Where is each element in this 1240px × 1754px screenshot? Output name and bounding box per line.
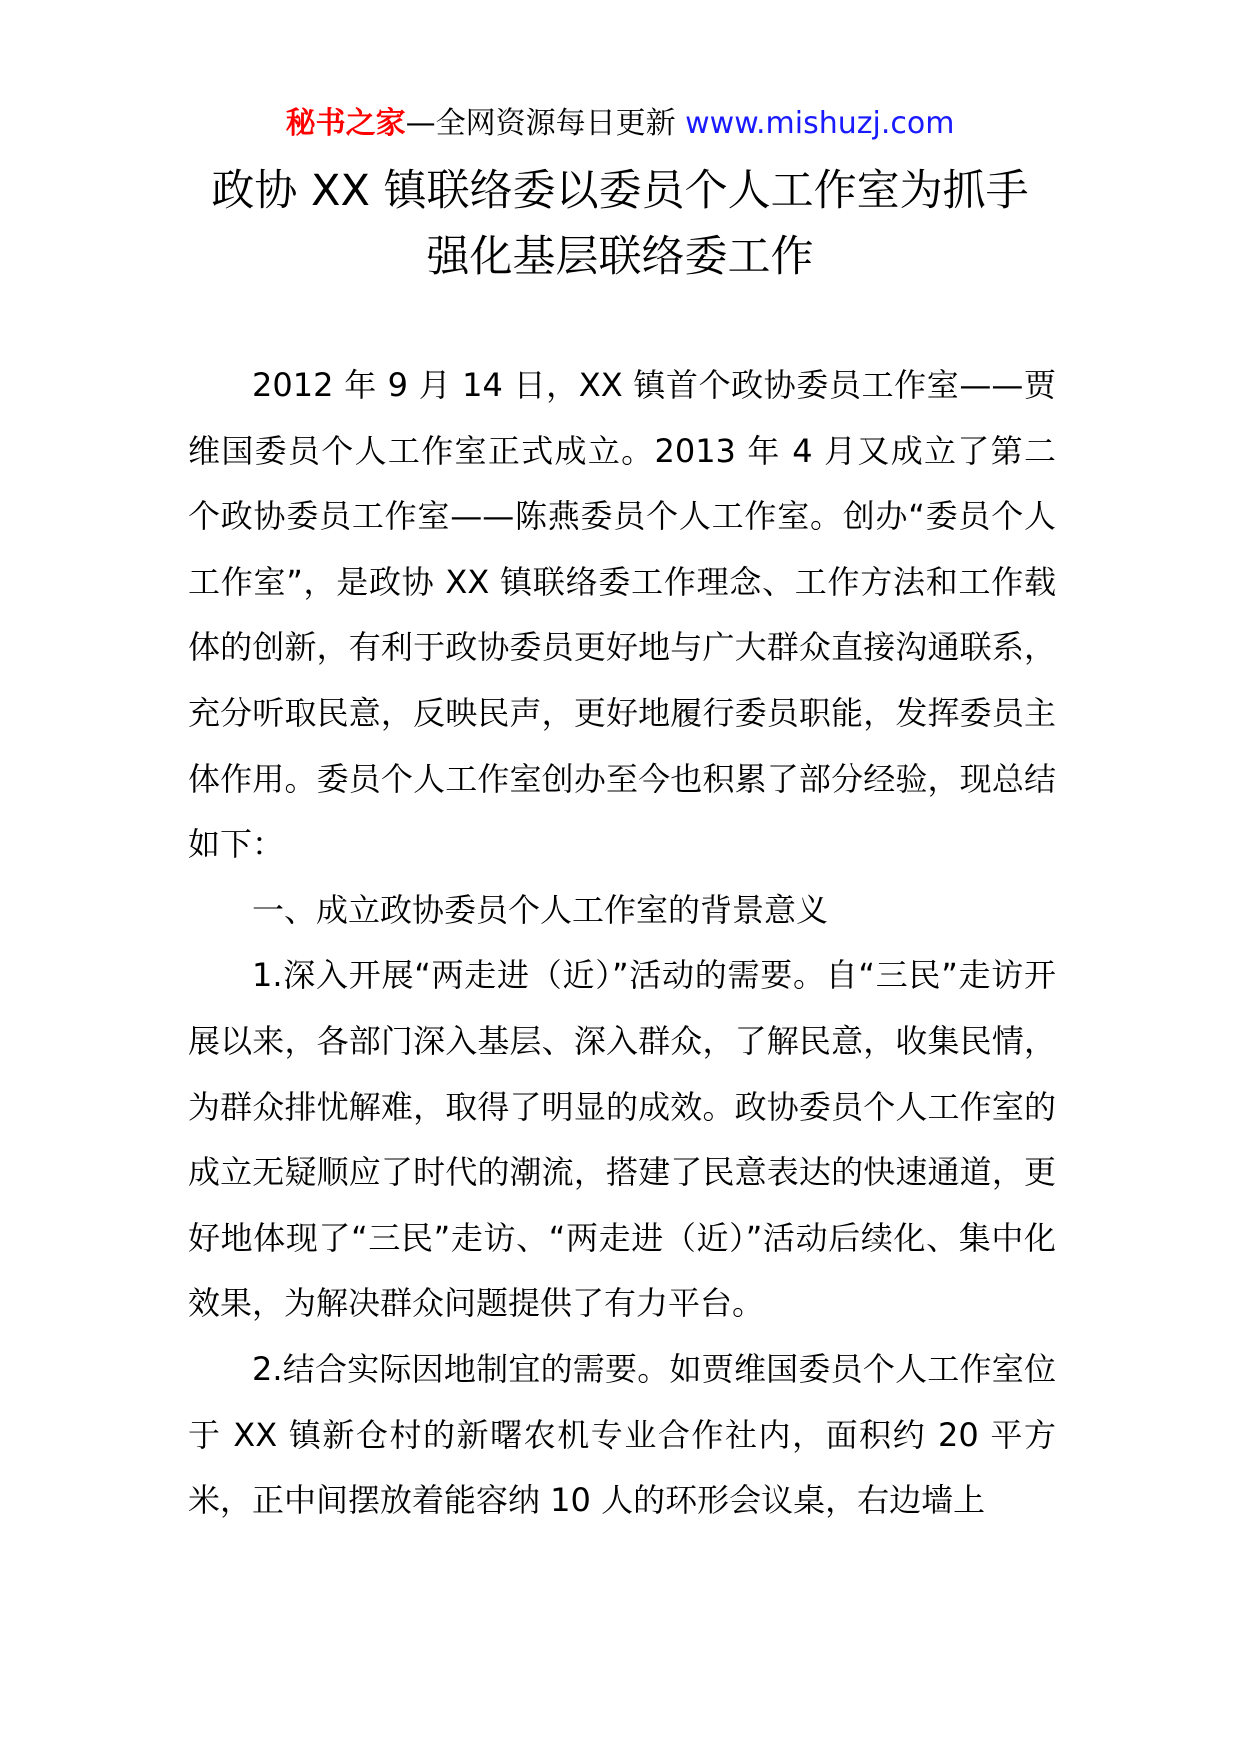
site-brand: 秘书之家 (285, 106, 406, 141)
site-header (0, 104, 1240, 144)
paragraph-point-1: 1.深入开展“两走进（近）”活动的需要。自“三民”走访开展以来，各部门深入基层、深入群众，了解民意，收集民情，为群众排忧解难，取得了明显的成效。政协委员个人工作室的成立无疑顺应了时代的潮流，搭建了民意表达的快速通道，更好地体现了“三民”走访、“两走进（近）”活动后续化、集中化效果，为解决群众问题提供了有力平台。 (188, 956, 1056, 1323)
title-line-1: 政协 XX 镇联络委以委员个人工作室为抓手 (211, 166, 1029, 216)
document-body (188, 353, 1056, 1534)
paragraph-intro: 2012 年 9 月 14 日，XX 镇首个政协委员工作室——贾维国委员个人工作室正式成立。2013 年 4 月又成立了第二个政协委员工作室——陈燕委员个人工作室。创办“委员个人工作室”，是政协 XX 镇联络委工作理念、工作方法和工作载体的创新，有利于政协委员更好地与广大群众直接沟通联系，充分听取民意，反映民声，更好地履行委员职能，发挥委员主体作用。委员个人工作室创办至今也积累了部分经验，现总结如下： (188, 366, 1056, 864)
document-title (150, 158, 1090, 290)
paragraph-point-2: 2.结合实际因地制宜的需要。如贾维国委员个人工作室位于 XX 镇新仓村的新曙农机专业合作社内，面积约 20 平方米，正中间摆放着能容纳 10 人的环形会议桌，右边墙上 (188, 1349, 1056, 1520)
section-heading-1: 一、成立政协委员个人工作室的背景意义 (252, 890, 829, 929)
title-line-2: 强化基层联络委工作 (426, 232, 814, 282)
site-tagline: —全网资源每日更新 (405, 106, 686, 141)
site-url-link[interactable]: www.mishuzj.com (685, 106, 955, 141)
